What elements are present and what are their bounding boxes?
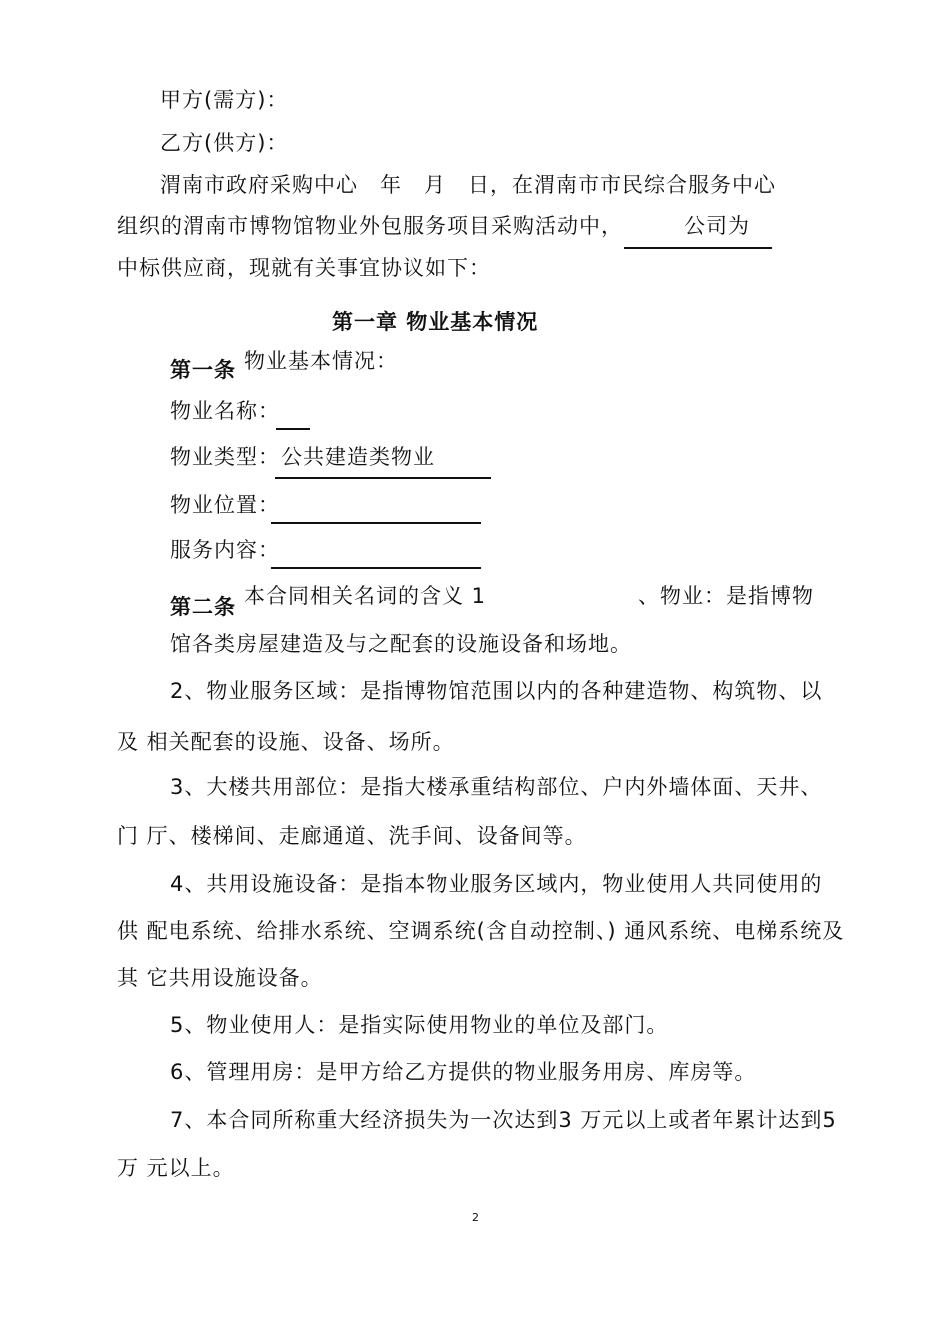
field-label-property-name: 物业名称： [170,399,280,423]
article-2-line: 供 配电系统、给排水系统、空调系统(含自动控制、) 通风系统、电梯系统及 [117,919,845,943]
article-2-line: 5、物业使用人：是指实际使用物业的单位及部门。 [170,1013,669,1037]
party-b-label: 乙方(供方)： [160,131,289,155]
article-2-label: 第二条 [170,595,236,619]
intro-company-text: 公司为 [684,214,750,238]
party-a-label: 甲方(需方)： [160,88,289,112]
article-1-text: 物业基本情况： [244,349,398,373]
article-2-line: 万 元以上。 [117,1156,235,1180]
article-2-text-right: 、物业：是指博物 [638,584,814,608]
article-2-line: 7、本合同所称重大经济损失为一次达到3 万元以上或者年累计达到5 [170,1108,837,1132]
intro-line-2: 组织的渭南市博物馆物业外包服务项目采购活动中， [117,214,623,238]
article-2-text-left: 本合同相关名词的含义 1 [244,584,487,608]
property-name-underline [276,428,310,430]
property-type-underline [275,477,491,479]
service-content-underline [271,567,481,569]
article-1-label: 第一条 [170,358,236,382]
article-2-line: 4、共用设施设备：是指本物业服务区域内，物业使用人共同使用的 [170,872,823,896]
article-2-line: 其 它共用设施设备。 [117,966,323,990]
field-label-property-location: 物业位置： [170,493,280,517]
company-name-underline [624,247,772,249]
property-location-underline [271,522,481,524]
article-2-line: 3、大楼共用部位：是指大楼承重结构部位、户内外墙体面、天井、 [170,775,823,799]
field-value-property-type: 公共建造类物业 [281,445,435,469]
page-number: 2 [472,1211,479,1224]
article-2-line: 门 厅、楼梯间、走廊通道、洗手间、设备间等。 [117,824,587,848]
article-2-line: 及 相关配套的设施、设备、场所。 [117,730,455,754]
article-2-line: 6、管理用房：是甲方给乙方提供的物业服务用房、库房等。 [170,1060,757,1084]
article-2-line: 2、物业服务区域：是指博物馆范围以内的各种建造物、构筑物、以 [170,679,823,703]
chapter-title: 第一章 物业基本情况 [332,310,539,334]
field-label-service-content: 服务内容： [170,538,280,562]
intro-line-3: 中标供应商，现就有关事宜协议如下： [117,256,491,280]
intro-line-1: 渭南市政府采购中心 年 月 日，在渭南市市民综合服务中心 [160,173,776,197]
article-2-line: 馆各类房屋建造及与之配套的设施设备和场地。 [170,632,632,656]
field-label-property-type: 物业类型： [170,445,280,469]
